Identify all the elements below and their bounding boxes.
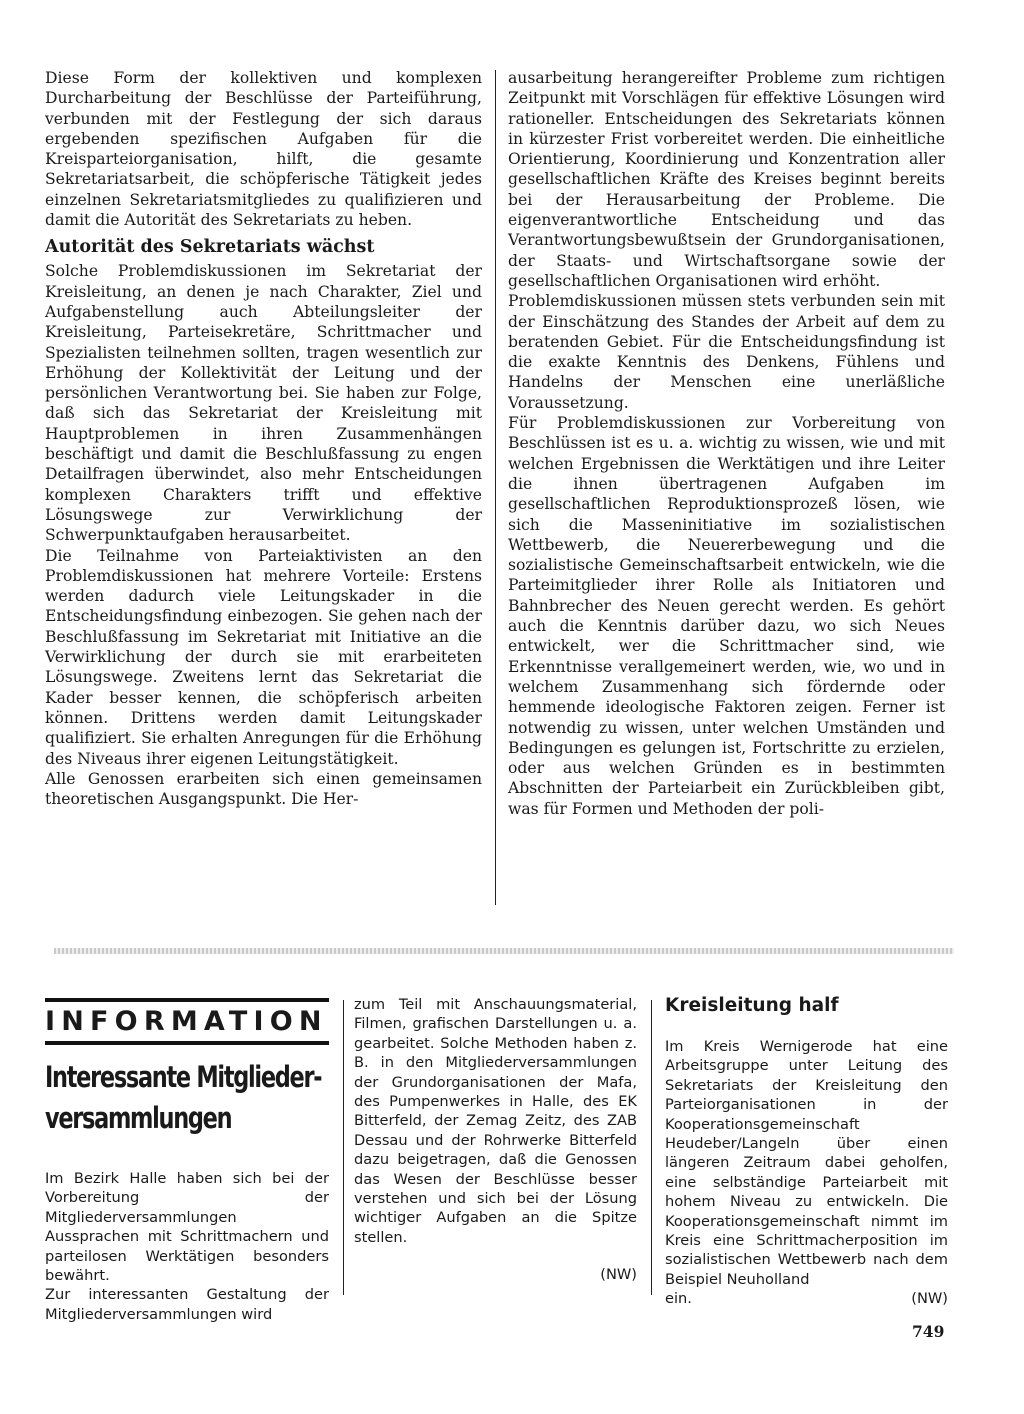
- news-paragraph: Im Kreis Wernigerode hat eine Arbeitsgruppe unter Leitung des Sekretariats der Kreisleitung den Parteiorganisationen in der Kooperationsgemeinschaft Heudeber/Langeln über einen längeren Zeitraum dabei geholfen, eine selbständige Parteiarbeit mit hohem Niveau zu entwickeln. Die Kooperationsgemeinschaft nimmt im Kreis eine Schrittmacherposition im sozialistischen Wettbewerb nach dem Beispiel Neuholland: [665, 1038, 948, 1288]
- information-label-bar: [45, 998, 329, 1045]
- column-divider: [651, 1000, 652, 1295]
- section-separator-band: [54, 948, 954, 954]
- article-paragraph: Solche Problemdiskussionen im Sekretariat der Kreisleitung, an denen je nach Charakter, Ziel und Aufgabenstellung auch Abteilungsleiter der Kreisleitung, Parteisekretäre, Schrittmacher und Spezialisten teilnehmen sollten, tragen wesentlich zur Erhöhung der Kollektivität der Leitung und der persönlichen Verantwortung bei. Sie haben zur Folge, daß sich das Sekretariat der Kreisleitung mit Hauptproblemen in ihren Zusammenhängen beschäftigt und damit die Beschlußfassung zu engen Detailfragen überwindet, also mehr Entscheidungen komplexen Charakters trifft und effektive Lösungswege zur Verwirklichung der Schwerpunktaufgaben herausarbeitet.: [45, 262, 482, 545]
- author-signature: (NW): [911, 1290, 948, 1308]
- page-number: 749: [912, 1322, 945, 1341]
- article-paragraph: Problemdiskussionen müssen stets verbunden sein mit der Einschätzung des Standes der Arbeit auf dem zu beratenden Gebiet. Für die Entscheidungsfindung ist die exakte Kenntnis des Denkens, Fühlens und Handelns der Menschen eine unerläßliche Voraussetzung.: [508, 292, 945, 412]
- author-signature: (NW): [600, 1266, 637, 1284]
- article-subheading: Autorität des Sekretariats wächst: [45, 237, 375, 258]
- article-paragraph: Die Teilnahme von Parteiaktivisten an den Problemdiskussionen hat mehrere Vorteile: Erstens werden dadurch viele Leitungskader in die Entscheidungsfindung einbezogen. Sie gehen nach der Beschlußfassung im Sekretariat mit Initiative an die Verwirklichung der durch sie mit erarbeiteten Lösungswege. Zweitens lernt das Sekretariat die Kader besser kennen, die schöpferisch arbeiten können. Drittens werden damit Leitungskader qualifiziert. Sie erhalten Anregungen für die Erhöhung des Niveaus ihrer eigenen Leitungstätigkeit.: [45, 546, 482, 768]
- news-heading: Kreisleitung half: [665, 995, 839, 1016]
- information-paragraph: Zur interessanten Gestaltung der Mitgliederversammlungen wird: [45, 1286, 329, 1323]
- column-divider: [343, 1000, 344, 1295]
- article-paragraph: Diese Form der kollektiven und komplexen Durcharbeitung der Beschlüsse der Parteiführung, verbunden mit der Festlegung der sich daraus ergebenden spezifischen Aufgaben für die Kreisparteiorganisation, hilft, die gesamte Sekretariatsarbeit, die schöpferische Tätigkeit jedes einzelnen Sekretariatsmitgliedes zu qualifizieren und damit die Autorität des Sekretariats zu heben.: [45, 69, 482, 230]
- news-closing-line: [665, 1289, 948, 1308]
- column-divider: [495, 70, 496, 905]
- information-paragraph: Im Bezirk Halle haben sich bei der Vorbereitung der Mitgliederversammlungen Aussprachen mit Schrittmachern und parteilosen Werktätigen besonders bewährt.: [45, 1170, 329, 1285]
- information-box: [45, 998, 329, 1324]
- information-title-line: versammlungen: [45, 1101, 232, 1135]
- article-column-left: [45, 68, 482, 809]
- news-last-word: ein.: [665, 1290, 692, 1308]
- information-paragraph: zum Teil mit Anschauungsmaterial, Filmen, grafischen Darstellungen u. a. gearbeitet. Solche Methoden haben z. B. in den Mitgliederversammlungen der Grundorganisationen der Mafa, des Pumpenwerkes in Halle, des EK Bitterfeld, der Zemag Zeitz, des ZAB Dessau und der Rohrwerke Bitterfeld dazu beigetragen, daß die Genossen das Wesen der Beschlüsse besser verstehen und sich bei der Lösung wichtiger Aufgaben an die Spitze stellen.: [354, 996, 637, 1246]
- information-right-column: [665, 995, 948, 1309]
- information-middle-column: [354, 995, 637, 1285]
- article-paragraph: Für Problemdiskussionen zur Vorbereitung von Beschlüssen ist es u. a. wichtig zu wissen, wie und mit welchen Ergebnissen die Werktätigen und ihre Leiter die ihnen übertragenen Aufgaben im gesellschaftlichen Reproduktionsprozeß lösen, wie sich die Masseninitiative im sozialistischen Wettbewerb, die Neuererbewegung und die sozialistische Gemeinschaftsarbeit entwickeln, wie die Parteimitglieder ihrer Rolle als Initiatoren und Bahnbrecher des Neuen gerecht werden. Es gehört auch die Kenntnis darüber dazu, wo sich Neues entwickelt, wer die Schrittmacher sind, wie Erkenntnisse verallgemeinert werden, wie, wo und in welchem Zusammenhang sich fördernde oder hemmende ideologische Faktoren zeigen. Ferner ist notwendig zu wissen, unter welchen Umständen und Bedingungen es gelungen ist, Fortschritte zu erzielen, oder aus welchen Gründen es in bestimmten Abschnitten der Parteiarbeit ein Zurückbleiben gibt, was für Formen und Methoden der poli-: [508, 414, 945, 818]
- information-label: INFORMATION: [45, 1006, 328, 1037]
- information-title-line: Interessante Mitglieder-: [45, 1060, 322, 1094]
- article-column-right: [508, 68, 945, 819]
- article-paragraph: ausarbeitung herangereifter Probleme zum richtigen Zeitpunkt mit Vorschlägen für effektive Lösungen wird rationeller. Entscheidungen des Sekretariats können in kürzester Frist vorbereitet werden. Die einheitliche Orientierung, Koordinierung und Konzentration aller gesellschaftlichen Kräfte des Kreises beginnt bereits bei der Herausarbeitung der Probleme. Die eigenverantwortliche Entscheidung und das Verantwortungsbewußtsein der Grundorganisationen, der Staats- und Wirtschaftsorgane sowie der gesellschaftlichen Organisationen wird erhöht.: [508, 69, 945, 290]
- information-title: [45, 1057, 329, 1139]
- information-body: [45, 1169, 329, 1324]
- article-paragraph: Alle Genossen erarbeiten sich einen gemeinsamen theoretischen Ausgangspunkt. Die Her-: [45, 769, 482, 809]
